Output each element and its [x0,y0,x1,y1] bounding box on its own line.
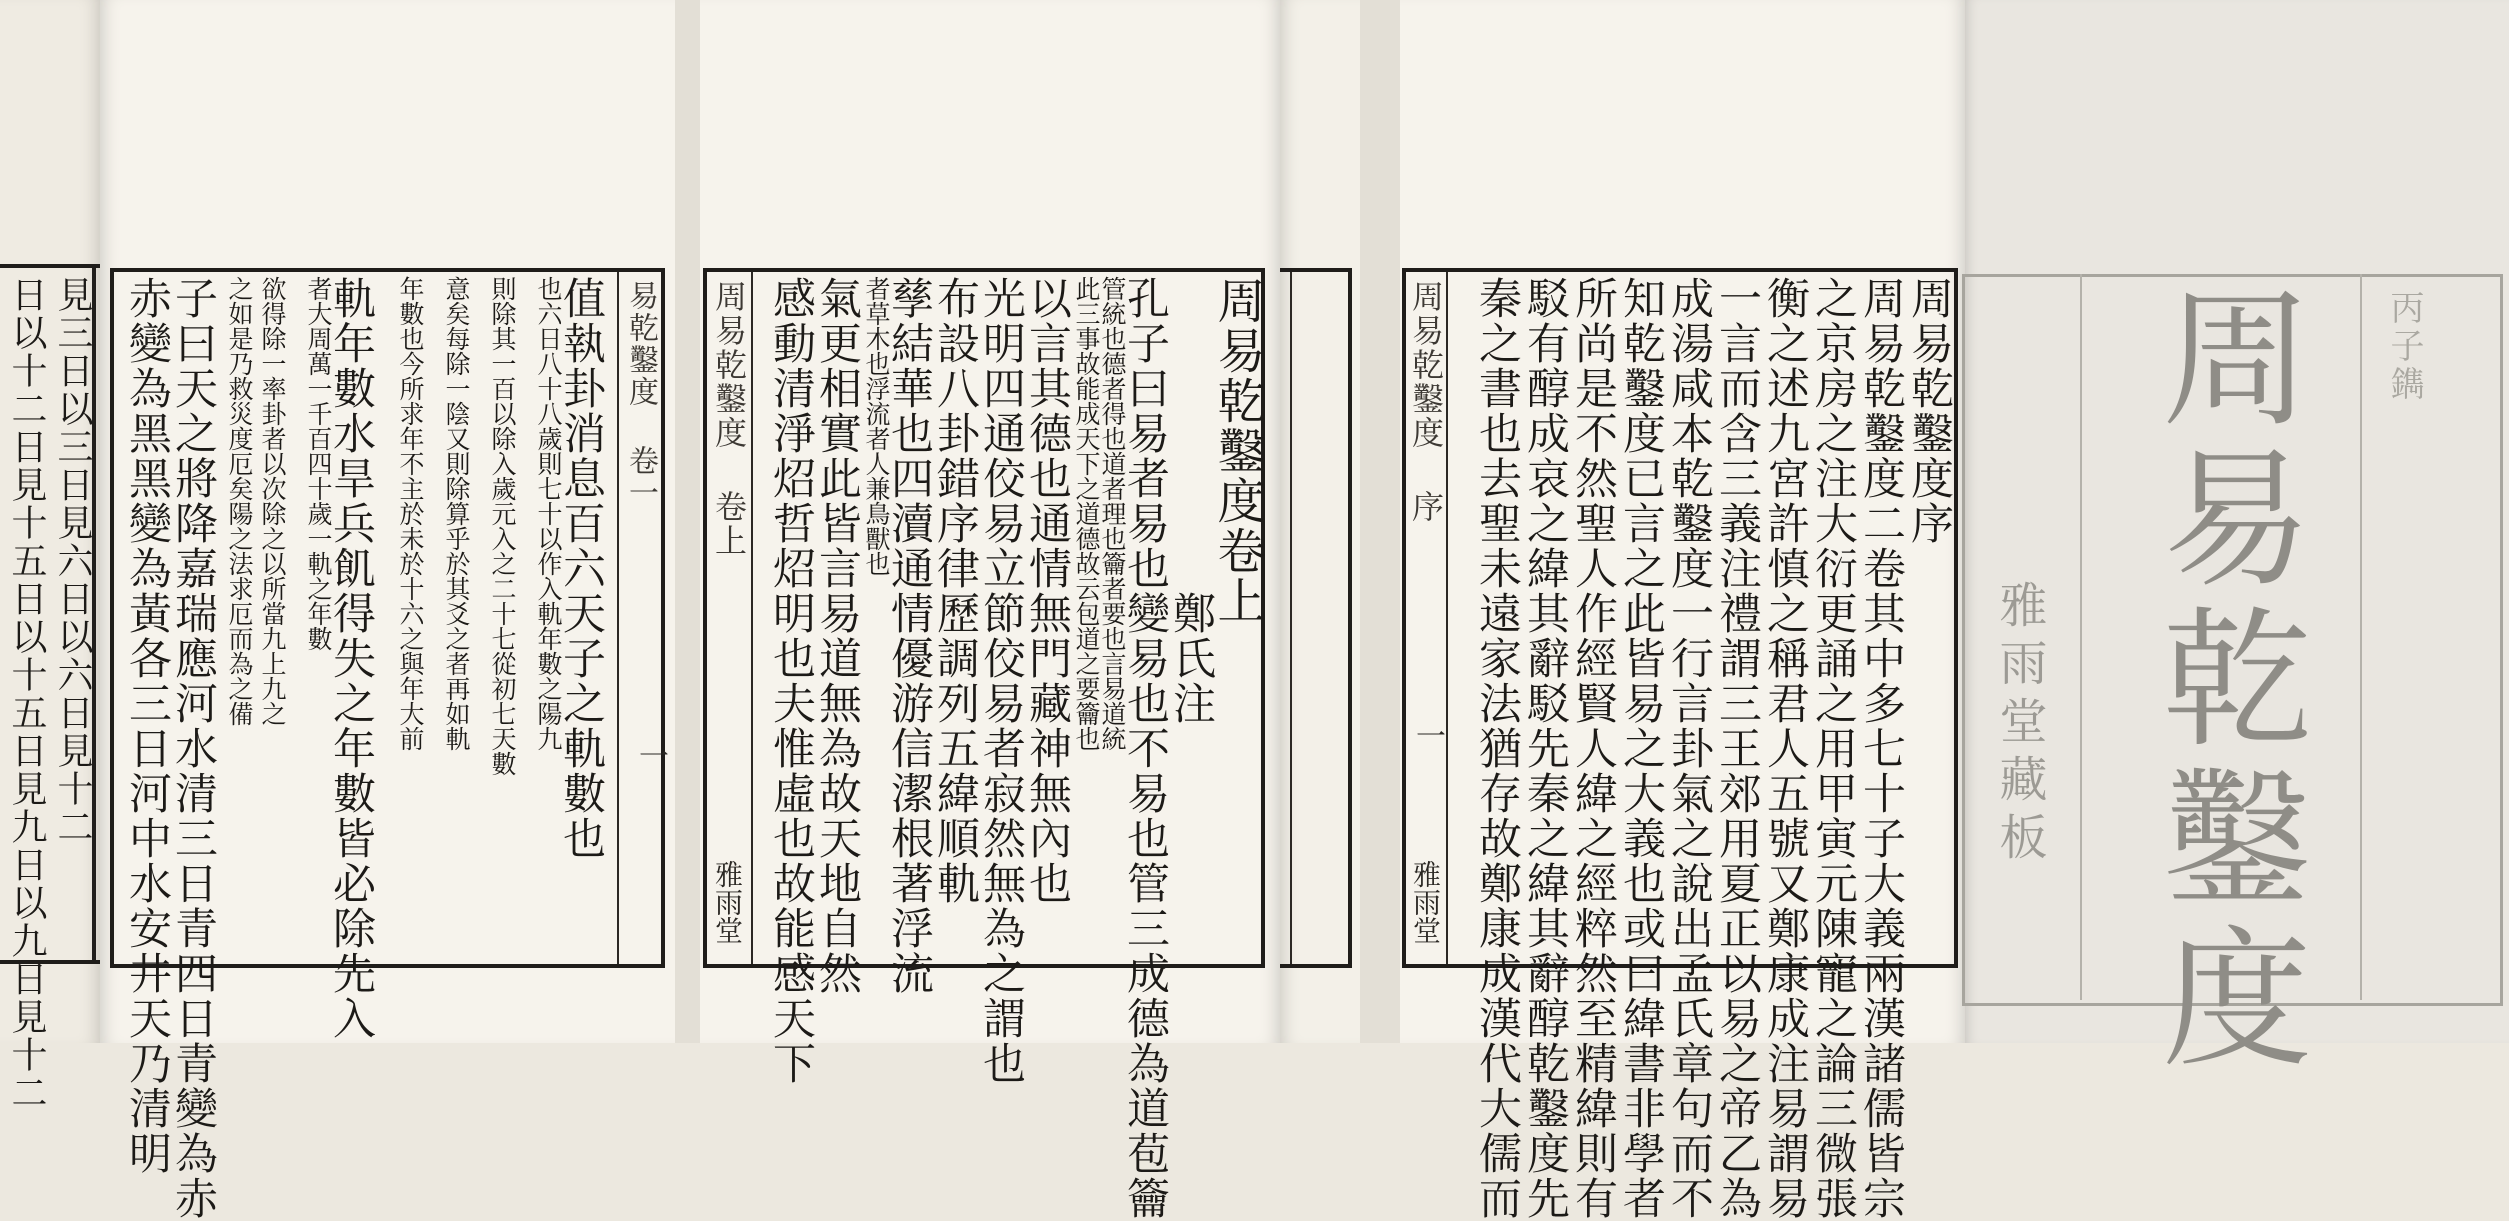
text-column: 周易乾鑿度二卷其中多七十子大義兩漢諸儒皆宗 [1856,276,1906,1221]
gutter [1360,0,1400,1043]
text-column: 之京房之注大衍更誦之用甲寅元陳寵之論三微張 [1808,276,1858,1221]
running-header: 周易乾鑿度 卷上 [710,280,748,558]
text-column: 秦之書也去聖未遠家法猶存故鄭康成漢代大儒而 [1472,276,1522,1221]
text-column: 所尚是不然聖人作經賢人緯之經粹然至精緯則有 [1568,276,1618,1221]
annotation-column: 年數也今所求年不主於未於十六之與年大前 [396,276,425,751]
preface-title: 周易乾鑿度序 [1904,276,1954,546]
volume-title: 周易乾鑿度卷上 [1209,276,1265,626]
gutter [675,0,700,1043]
annotation-column: 則除其一百以除入歲元入之二十七從初七天數 [488,276,517,776]
text-column: 子曰天之將降嘉瑞應河水清三日青四日青變為赤 [168,276,218,1221]
running-header: 易乾鑿度 卷一 [623,280,658,509]
text-column: 軌年數水旱兵飢得失之年數皆必除先入 [326,276,376,1041]
preface-text-layer [1447,268,1954,1221]
text-column: 赤變為黑黑變為黃各三日河中水安井天乃清明 [122,276,172,1176]
left-strip-column: 日以十二日見十五日以十五日見九日以九日見十二 [6,276,47,1112]
edge-frame [1280,268,1352,968]
text-column: 駁有醇成哀之緯其辭駁先秦之緯其辭醇乾鑿度先 [1520,276,1570,1221]
text-column: 布設八卦錯序律歷調列五緯順軌 [930,276,980,906]
annotation-column: 也六日八十八歲則七十以作入軌年數之陽九 [534,276,563,751]
text-column: 衡之述九宮許慎之稱君人五號又鄭康成注易謂易 [1760,276,1810,1221]
text-column: 光明四通佼易立節佼易者寂然無為之謂也 [976,276,1026,1086]
text-column: 氣更相實此皆言易道無為故天地自然 [812,276,862,996]
spread2-text-layer [755,268,1265,1221]
annotation-column: 者大周萬一千百四十歲一軌之年數 [304,276,333,651]
annotation-column: 者草木也浮流者人兼鳥獸也 [862,276,891,576]
running-header: 周易乾鑿度 序 [1407,280,1445,524]
text-column: 一言而含三義注禮謂三王郊用夏正以易之帝乙為 [1712,276,1762,1221]
publisher-seal: 雅雨堂藏板 [1991,580,2047,870]
publisher-mark: 雅雨堂 [1409,860,1442,944]
spread1-text-layer [110,268,606,1221]
publisher-mark: 雅雨堂 [711,860,744,944]
text-column: 感動清淨炤哲炤明也夫惟虛也故能感天下 [766,276,816,1086]
commentator-column: 鄭氏注 [1166,276,1216,726]
annotation-column: 此三事故能成天下之道德故云包道之要籥也 [1072,276,1101,751]
page-number: 一 [1410,720,1445,750]
text-column: 孔子曰易者易也變易也不易也管三成德為道苞籥 [1120,276,1170,1221]
page-number: 一 [633,740,668,770]
text-column: 以言其德也通情無門藏神無內也 [1022,276,1072,906]
page-spread2-right-edge [1280,0,1360,1043]
annotation-column: 之如是乃救災度厄矣陽之法求厄而為之備 [225,276,254,726]
text-column: 值執卦消息百六天子之軌數也 [556,276,606,861]
annotation-column: 意矣每除一陰又則除算乎於其爻之者再如軌 [442,276,471,751]
text-column: 成湯咸本乾鑿度一行言卦氣之說出孟氏章句而不 [1664,276,1714,1221]
book-title: 周易乾鑿度 [2136,280,2310,1080]
annotation-column: 管統也德者得也道者理也籥者要也言易道統 [1098,276,1127,751]
annotation-column: 欲得除一率卦者以次除之以所當九上九之 [258,276,287,726]
edition-note: 丙子鐫 [2384,290,2424,404]
left-strip-column: 見三日以三日見六日以六日見十二 [52,276,93,846]
frame-rule [2360,274,2362,1000]
frame-rule [2080,274,2082,1000]
left-edge-leaf [0,0,100,1112]
left-strip-frame [0,264,100,1112]
text-column: 知乾鑿度已言之此皆易之大義也或曰緯書非學者 [1616,276,1666,1221]
text-column: 孳結華也四瀆通情優游信潔根著浮流 [884,276,934,996]
